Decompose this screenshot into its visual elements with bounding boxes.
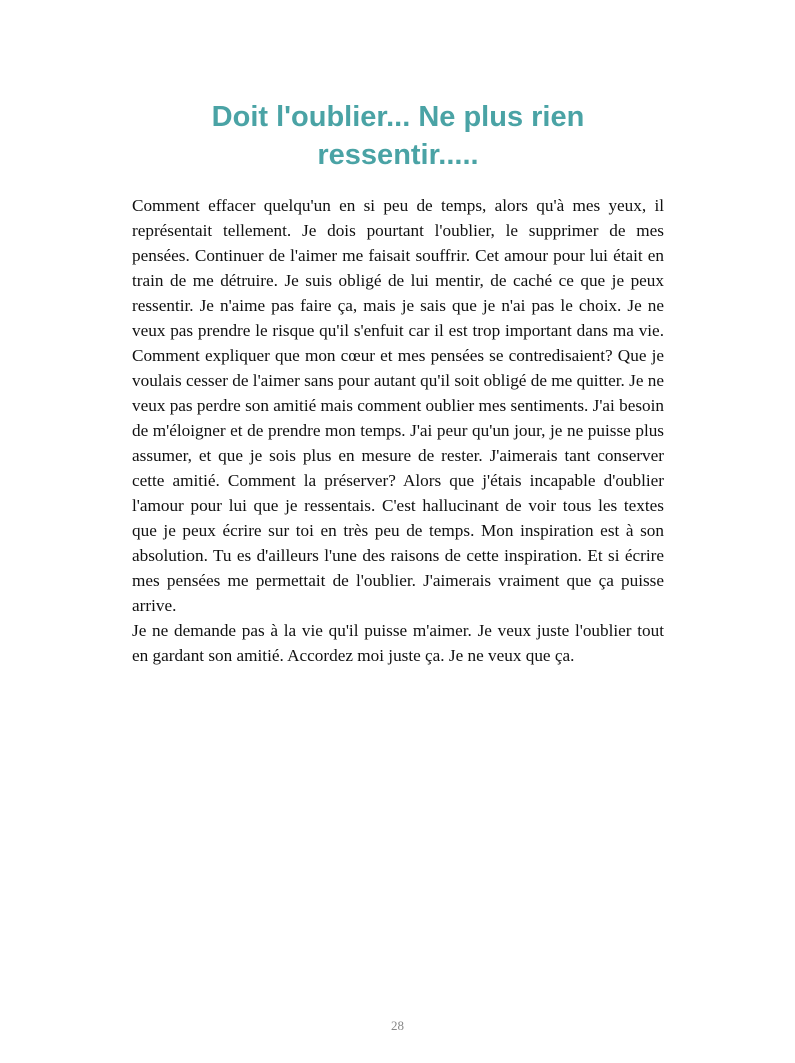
page-number: 28 xyxy=(391,1018,404,1033)
body-text xyxy=(132,193,664,668)
paragraph-1: Comment effacer quelqu'un en si peu de temps, alors qu'à mes yeux, il représentait tellement. Je dois pourtant l'oublier, le supprimer de mes pensées. Continuer de l'aimer me faisait souffrir. Cet amour pour lui était en train de me détruire. Je suis obligé de lui mentir, de caché ce que je peux ressentir. Je n'aime pas faire ça, mais je sais que je n'ai pas le choix. Je ne veux pas prendre le risque qu'il s'enfuit car il est trop important dans ma vie. Comment expliquer que mon cœur et mes pensées se contredisaient? Que je voulais cesser de l'aimer sans pour autant qu'il soit obligé de me quitter. Je ne veux pas perdre son amitié mais comment oublier mes sentiments. J'ai besoin de m'éloigner et de prendre mon temps. J'ai peur qu'un jour, je ne puisse plus assumer, et que je sois plus en mesure de rester. J'aimerais tant conserver cette amitié. Comment la préserver? Alors que j'étais incapable d'oublier l'amour pour lui que je ressentais. C'est hallucinant de voir tous les textes que je peux écrire sur toi en très peu de temps. Mon inspiration est à son absolution. Tu es d'ailleurs l'une des raisons de cette inspiration. Et si écrire mes pensées me permettait de l'oublier. J'aimerais vraiment que ça puisse arrive. xyxy=(132,196,664,615)
page-title-line-1: Doit l'oublier... Ne plus rien xyxy=(211,101,585,133)
page-title-line-2: ressentir..... xyxy=(317,139,479,171)
page-title xyxy=(132,98,664,174)
paragraph-2: Je ne demande pas à la vie qu'il puisse m'aimer. Je veux juste l'oublier tout en gardant son amitié. Accordez moi juste ça. Je ne veux que ça. xyxy=(132,621,664,665)
